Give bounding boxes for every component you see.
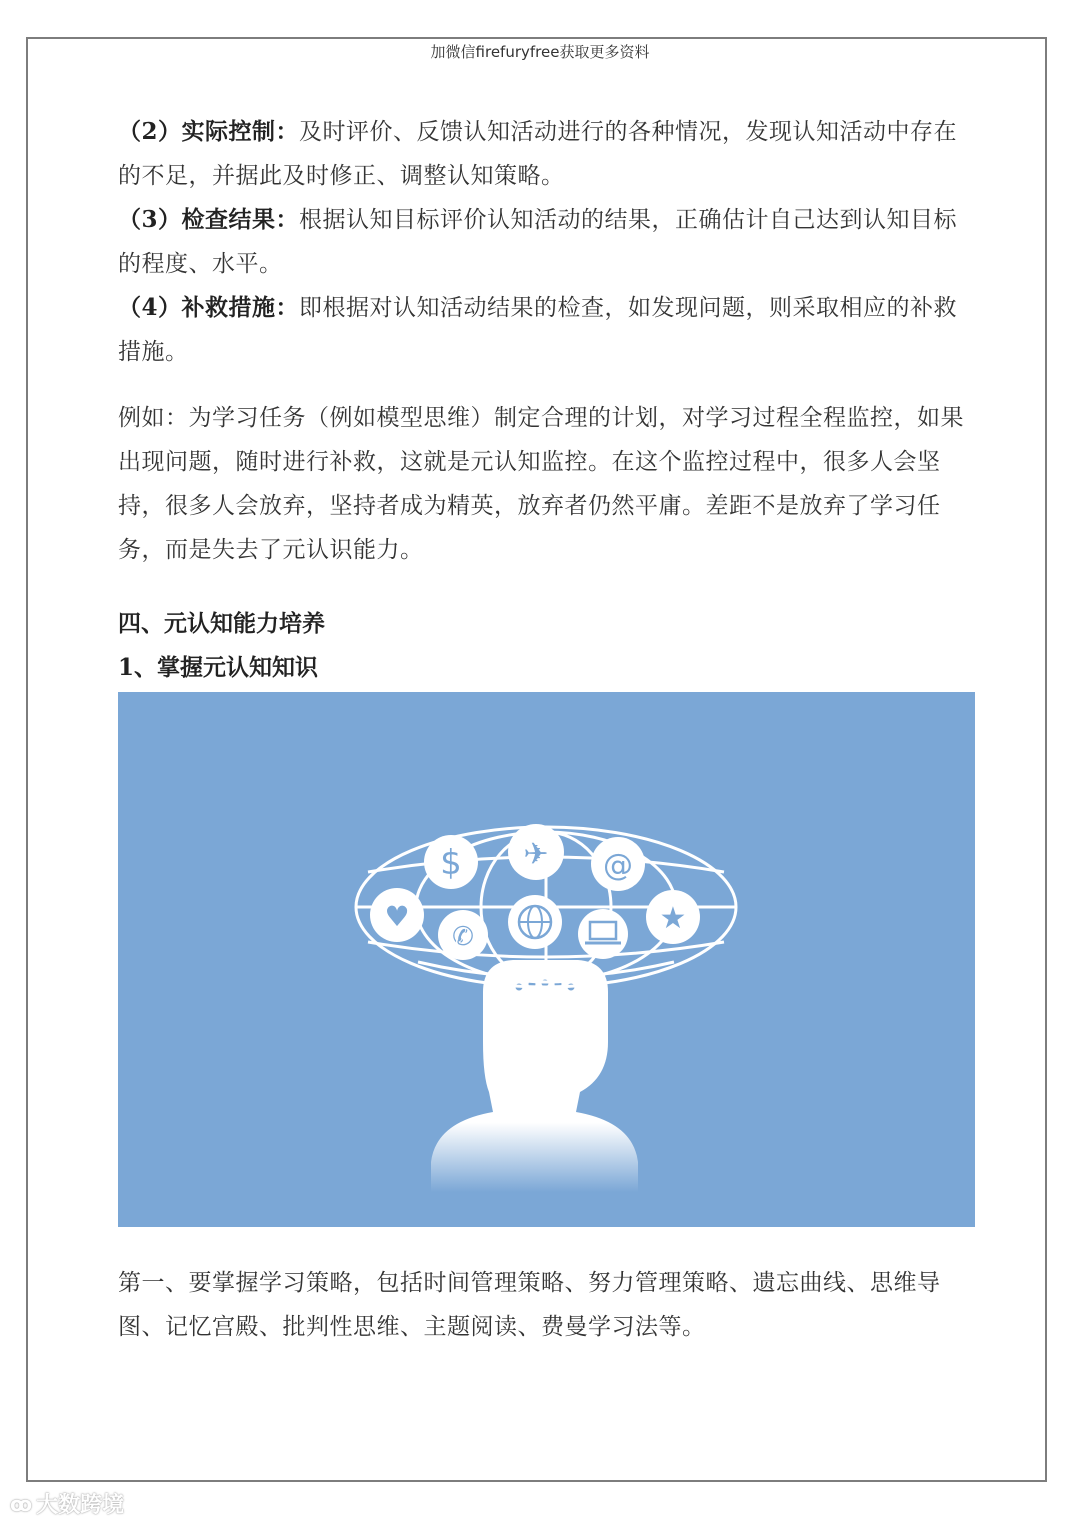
item-check-results [118,198,968,286]
header-note: 加微信firefuryfree获取更多资料 [430,43,650,61]
strategy-paragraph: 第一、要掌握学习策略，包括时间管理策略、努力管理策略、遗忘曲线、思维导图、记忆宫殿、批判性思维、主题阅读、费曼学习法等。 [118,1270,941,1340]
item-text: 即根据对认知活动结果的检查，如发现问题，则采取相应的补救措施。 [118,295,958,365]
dollar-icon [424,835,478,889]
globe-icon [508,895,562,949]
illustration-svg [118,692,975,1227]
item-label: （3）检查结果： [118,206,300,233]
example-paragraph: 例如：为学习任务（例如模型思维）制定合理的计划，对学习过程全程监控，如果出现问题，随时进行补救，这就是元认知监控。在这个监控过程中，很多人会坚持，很多人会放弃，坚持者成为精英，放弃者仍然平庸。差距不是放弃了学习任务，而是失去了元认识能力。 [118,405,964,563]
item-remedial-measures [118,286,968,374]
svg-text:@: @ [603,848,633,883]
item-text: 及时评价、反馈认知活动进行的各种情况，发现认知活动中存在的不足，并据此及时修正、调整认知策略。 [118,119,958,189]
logo-text: 大数跨境 [36,1493,125,1518]
svg-text:✆: ✆ [452,922,474,952]
document-body [118,110,968,1349]
item-actual-control [118,110,968,198]
laptop-icon [578,909,628,959]
item-text: 根据认知目标评价认知活动的结果，正确估计自己达到认知目标的程度、水平。 [118,207,958,277]
airplane-icon [508,824,564,880]
item-label: （2）实际控制： [118,118,300,145]
svg-text:$: $ [440,843,462,883]
logo-mark-icon: ꝏ [10,1491,31,1516]
svg-text:★: ★ [659,901,687,936]
svg-text:✈: ✈ [523,837,549,872]
head-silhouette [431,960,638,1192]
sub-heading: 1、掌握元认知知识 [118,654,319,681]
section-heading: 四、元认知能力培养 [118,610,325,637]
heart-icon [370,888,424,942]
item-label: （4）补救措施： [118,294,300,321]
metacognition-illustration [118,692,975,1227]
star-icon [646,890,700,944]
phone-icon [438,910,488,960]
at-icon [591,837,645,891]
svg-text:♥: ♥ [384,900,410,933]
footer-watermark [10,1488,124,1519]
